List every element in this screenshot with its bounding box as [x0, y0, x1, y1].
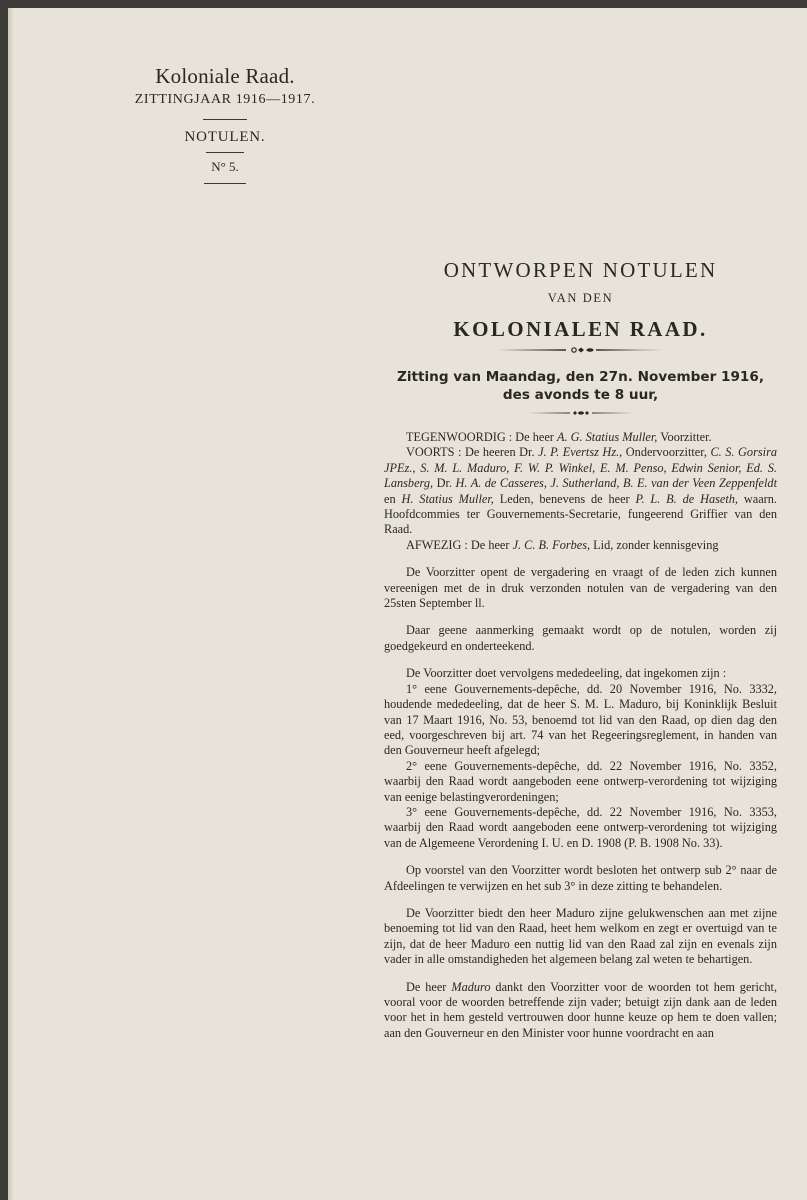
ornament-rule-small-icon: [526, 410, 636, 416]
paragraph-announcements: De Voorzitter doet vervolgens mededeeling, dat ingekomen zijn :: [406, 666, 727, 681]
masthead-divider: [204, 183, 246, 184]
masthead: [100, 63, 350, 184]
attendance-absent: AFWEZIG : De heer J. C. B. Forbes, Lid, zonder kennisgeving: [406, 537, 719, 552]
paragraph-approval: Daar geene aanmerking gemaakt wordt op de notulen, worden zij goedgekeurd en onderteekend.: [384, 623, 777, 653]
page-spine-shadow: [8, 8, 14, 1200]
paragraph-thanks: De heer Maduro dankt den Voorzitter voor de woorden tot hem gericht, vooral voor de woorden betreffende zijn vader; betuigt zijn dank aan de leden voor het in hem gesteld vertrouwen door hunne keuze op hem te doen vallen; aan den Gouverneur en den Minister voor hunne voordracht en aan: [384, 979, 778, 1040]
sitting-line-2: des avonds te 8 uur,: [502, 387, 659, 403]
document-subtitle: VAN DEN: [547, 291, 614, 305]
masthead-divider: [206, 152, 244, 153]
attendance-also: VOORTS : De heeren Dr. J. P. Evertsz Hz., Ondervoorzitter, C. S. Gorsira JPEz., S. M. L. Maduro, F. W. P. Winkel, E. M. Penso, Edwin Senior, Ed. S. Lansberg, Dr. H. A. de Casseres, J. Sutherland, B. E. van der Veen Zeppenfeldt en H. Statius Muller, Leden, benevens de heer P. L. B. de Haseth, waarn. Hoofdcommies ter Gouvernements-Secretarie, fungeerend Griffier van den Raad.: [384, 445, 778, 537]
attendance-present: TEGENWOORDIG : De heer A. G. Statius Muller, Voorzitter.: [406, 430, 712, 444]
council-title: KOLONIALEN RAAD.: [453, 317, 708, 341]
masthead-section: NOTULEN.: [184, 129, 266, 145]
document-title: ONTWORPEN NOTULEN: [443, 258, 718, 282]
list-item-depeche-3: 3° eene Gouvernements-depêche, dd. 22 November 1916, No. 3353, waarbij den Raad wordt aangeboden eene ontwerp-verordening tot wijziging van de Algemeene Verordening I. U. en D. 1908 (P. B. 1908 No. 33).: [384, 804, 777, 850]
masthead-title: Koloniale Raad.: [155, 64, 295, 88]
document-page: [8, 8, 807, 1200]
masthead-divider: [203, 119, 247, 120]
list-item-depeche-1: 1° eene Gouvernements-depêche, dd. 20 November 1916, No. 3332, houdende mededeeling, dat de heer S. M. L. Maduro, bij Koninklijk Besluit van 17 Maart 1916, No. 53, benoemd tot lid van den Raad, op dien dag den eed, voorgeschreven bij art. 74 van het Regeeringsreglement, in handen van den Gouverneur heeft afgelegd;: [384, 681, 777, 758]
masthead-number: N° 5.: [211, 159, 239, 174]
paragraph-opening: De Voorzitter opent de vergadering en vraagt of de leden zich kunnen vereenigen met de in druk verzonden notulen van de vergadering van den 25sten September ll.: [384, 565, 777, 611]
document-body: [384, 430, 777, 1041]
paragraph-congratulations: De Voorzitter biedt den heer Maduro zijne gelukwenschen aan met zijne benoeming tot lid van den Raad, heet hem welkom en zegt er overtuigd van te zijn, dat de heer Maduro een nuttig lid van den Raad zal zijn en evenals zijn vader in alle omstandigheden het algemeen belang zal weten te behartigen.: [384, 905, 777, 967]
masthead-session-year: ZITTINGJAAR 1916—1917.: [134, 92, 316, 107]
list-item-depeche-2: 2° eene Gouvernements-depêche, dd. 22 November 1916, No. 3352, waarbij den Raad wordt aangeboden eene ontwerp-verordening tot wijziging van eenige belastingverordeningen;: [384, 758, 777, 804]
main-column: [384, 248, 777, 1041]
document-header: [384, 256, 777, 416]
sitting-line-1: Zitting van Maandag, den 27n. November 1916,: [396, 369, 765, 385]
paragraph-proposal: Op voorstel van den Voorzitter wordt besloten het ontwerp sub 2° naar de Afdeelingen te verwijzen en het sub 3° in deze zitting te behandelen.: [384, 863, 777, 893]
ornament-rule-icon: [496, 346, 666, 354]
